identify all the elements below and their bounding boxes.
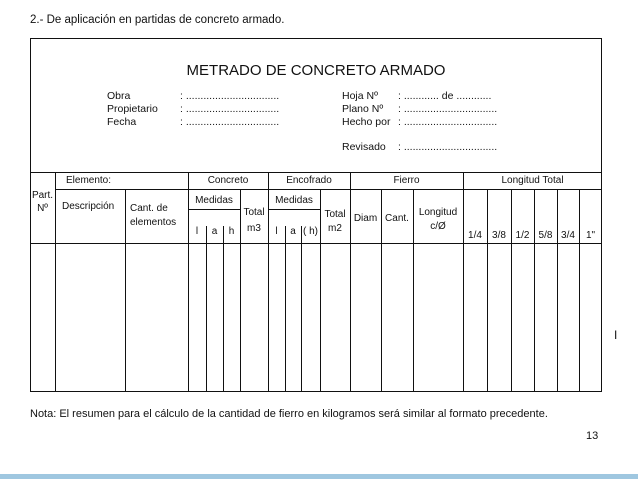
col-size-3: 1/2 [515,230,530,241]
field-propietario-label: Propietario [107,103,158,115]
vline-s3 [534,189,535,392]
col-size-1: 1/4 [468,230,482,241]
page-number: 13 [586,430,599,442]
col-encofrado-l: l [275,226,278,237]
col-fierro: Fierro [393,175,420,186]
field-obra-value: : ................................ [180,90,280,102]
line-group-under [188,189,602,190]
field-hechopor-value: : ................................ [398,116,498,128]
vline-s5 [579,189,580,392]
table-top-line [30,172,602,173]
col-cant: Cant. [385,213,409,224]
vline-c-h [240,189,241,392]
field-hechopor-label: Hecho por [342,116,391,128]
vline-e-l [285,226,286,392]
field-plano-label: Plano Nº [342,103,384,115]
col-size-6: 1" [585,230,596,241]
vline-s4 [557,189,558,392]
vline-part [55,172,56,392]
vline-desc [125,189,126,392]
vline-s2 [511,189,512,392]
col-cant-de: Cant. de [130,203,168,214]
field-obra-label: Obra [107,90,131,102]
form-title: METRADO DE CONCRETO ARMADO [186,62,446,79]
col-size-4: 5/8 [538,230,553,241]
col-concreto-medidas: Medidas [195,195,233,206]
col-concreto: Concreto [207,175,249,186]
bottom-band [0,474,638,479]
col-concreto-a: a [211,226,218,237]
col-encofrado-a: a [290,226,296,237]
side-mark: I [614,328,618,342]
intro-text: 2.- De aplicación en partidas de concreto armado. [30,14,285,26]
col-concreto-h: h [228,226,235,237]
field-hoja-label: Hoja Nº [342,90,378,102]
col-longitud: Longitud [418,207,458,218]
col-size-2: 3/8 [492,230,506,241]
field-fecha-label: Fecha [107,116,137,128]
col-concreto-total: Total [243,207,265,218]
col-part: Part. [31,190,54,201]
field-propietario-value: : ................................ [180,103,280,115]
vline-c-l [206,226,207,392]
line-medidas-e-under [268,209,320,210]
col-encofrado: Encofrado [286,175,332,186]
vline-e-a [301,226,302,392]
line-elemento-under [55,189,188,190]
col-c-phi: c/Ø [430,221,446,232]
col-encofrado-h: ( h) [303,226,318,237]
vline-c-a [223,226,224,392]
vline-encofrado-end [350,172,351,392]
field-revisado-label: Revisado [342,141,386,153]
table-header-bottom [30,243,602,244]
note-text: Nota: El resumen para el cálculo de la cantidad de fierro en kilogramos será similar al formato precedente. [30,408,548,420]
field-revisado-value: : ................................ [398,141,498,153]
col-encofrado-medidas: Medidas [275,195,313,206]
col-longitud-total: Longitud Total [501,175,564,186]
col-size-5: 3/4 [561,230,575,241]
col-elemento: Elemento: [66,175,112,186]
col-elementos: elementos [130,217,177,228]
col-concreto-l: l [195,226,199,237]
field-plano-value: : ................................ [398,103,498,115]
vline-cantf [413,189,414,392]
field-fecha-value: : ................................ [180,116,280,128]
field-hoja-value: : ............ de ............ [398,90,492,102]
col-diam: Diam [353,213,378,224]
vline-fierro-end [463,172,464,392]
col-descripcion: Descripción [62,201,115,212]
col-encofrado-total: Total [324,209,346,220]
col-encofrado-m2: m2 [328,223,342,234]
vline-s1 [487,189,488,392]
col-concreto-m3: m3 [247,223,261,234]
col-part-no: Nº [37,203,48,214]
line-medidas-c-under [188,209,240,210]
